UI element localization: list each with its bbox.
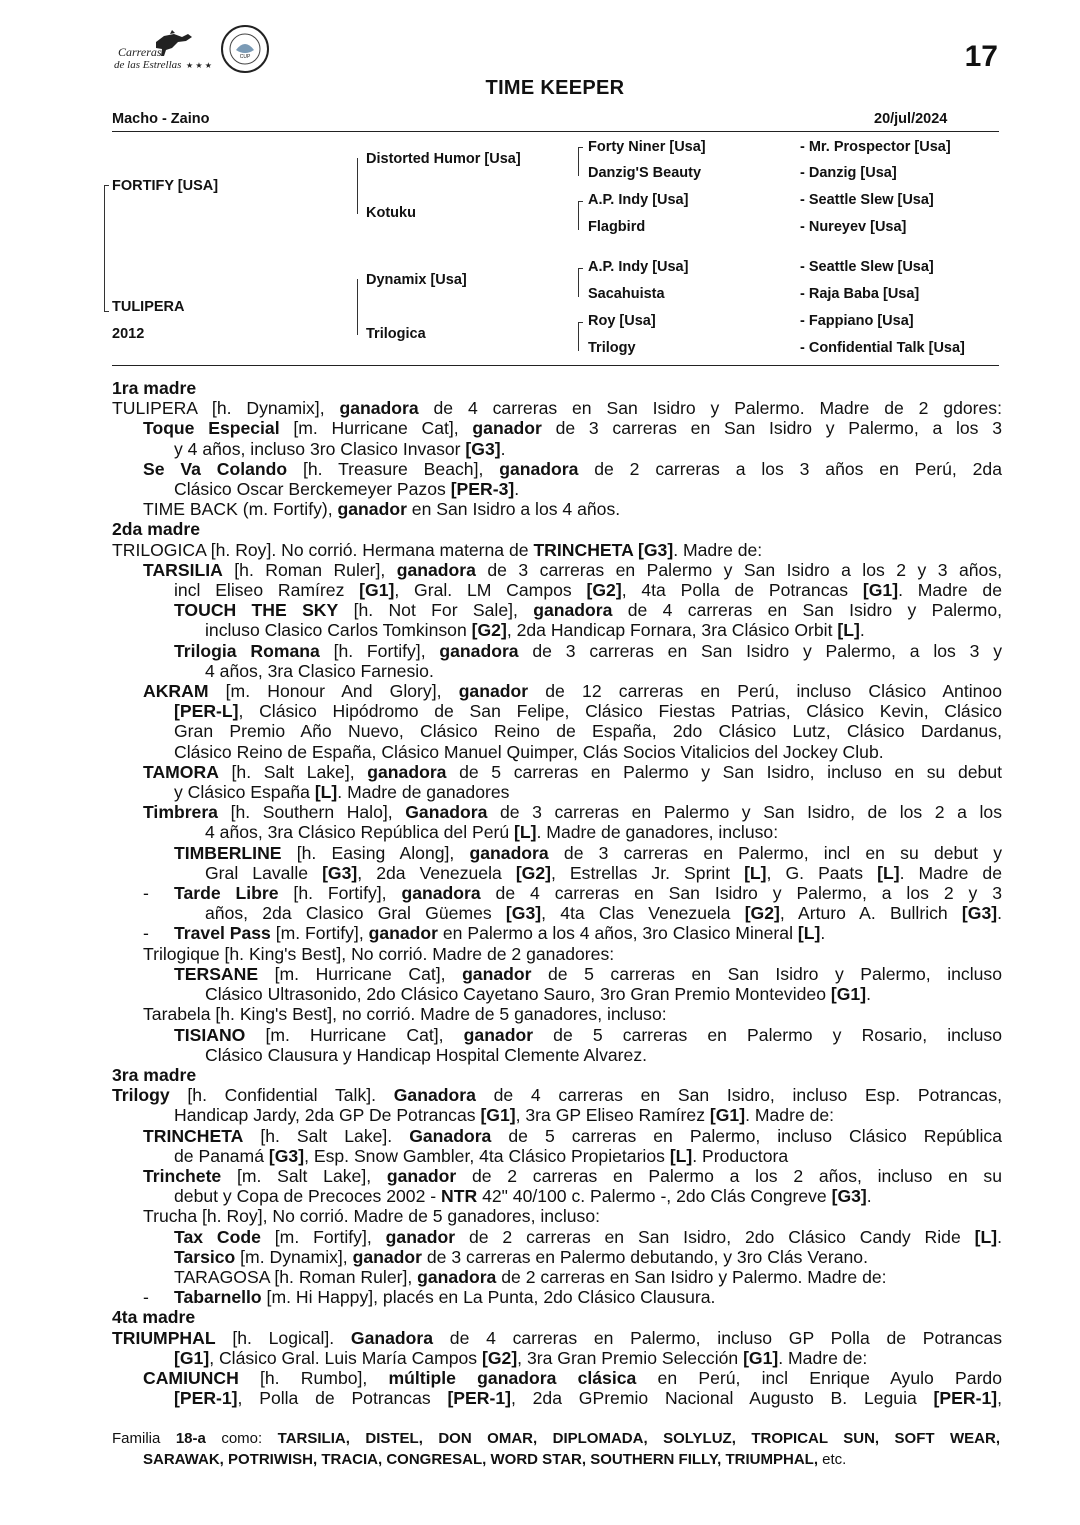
record-line — [112, 1247, 1002, 1267]
text-run: , Arturo A. Bullrich — [779, 903, 962, 924]
text-run: ganadora — [396, 559, 476, 580]
text-run: . Madre de: — [778, 1347, 868, 1368]
top-rule — [112, 131, 999, 132]
text-run: [L] — [744, 862, 767, 883]
text-run: , Estrellas Jr. Sprint — [551, 862, 745, 883]
text-run: . — [859, 620, 865, 641]
text-run: Clásico Reino de España, Clásico Manuel Quimper, Clás Socios Vitalicios del Jockey Club. — [174, 741, 884, 762]
text-run: en San Isidro a los 4 años. — [406, 499, 621, 520]
footer-run: etc. — [818, 1451, 847, 1468]
record-line — [112, 499, 1002, 519]
text-run: TARAGOSA [h. Roman Ruler], — [174, 1266, 418, 1287]
text-run: ganadora — [533, 600, 613, 621]
text-run: [G1] — [830, 984, 867, 1005]
text-run: . — [997, 903, 1002, 924]
text-run: . — [866, 1186, 872, 1207]
text-run: Gran Premio Año Nuevo, Clásico Reino de España, 2do Clásico Lutz, Clásico Dardanus, — [174, 721, 1002, 742]
text-run: ganadora — [417, 1266, 497, 1287]
record-line — [112, 1146, 1002, 1166]
footer-run: TARSILIA, DISTEL, DON OMAR, DIPLOMADA, SOLYLUZ, TROPICAL SUN, SOFT WEAR, — [277, 1430, 1001, 1447]
text-run: ganadora — [499, 458, 579, 479]
text-run: [h. Roman Ruler], — [222, 559, 397, 580]
text-run: . Productora — [692, 1145, 789, 1166]
text-run: 1ra madre — [112, 378, 197, 398]
pedigree-gen3-2: Danzig'S Beauty — [588, 165, 702, 181]
svg-text:★ ★ ★: ★ ★ ★ — [186, 61, 212, 70]
text-run: TERSANE — [174, 963, 259, 984]
text-run: y Clásico España — [174, 782, 315, 803]
text-run: de 3 carreras en Palermo, incl en su debut y — [548, 842, 1002, 863]
text-run: . — [866, 984, 871, 1005]
bracket-gen3-b — [578, 201, 583, 230]
pedigree-gen4-2: - Danzig [Usa] — [800, 165, 897, 181]
pedigree-gen3-1: Forty Niner [Usa] — [588, 139, 706, 155]
pedigree-dam-year: 2012 — [112, 326, 145, 342]
record-line — [112, 620, 1002, 640]
text-run: incl Eliseo Ramírez — [174, 580, 360, 601]
pedigree-dam-sire: Dynamix [Usa] — [366, 272, 467, 288]
record-line — [112, 1166, 1002, 1186]
text-run: Handicap Jardy, 2da GP De Potrancas — [174, 1105, 481, 1126]
text-run: [G3] — [505, 903, 542, 924]
text-run: [G1] — [862, 580, 899, 601]
text-run: de 5 carreras en San Isidro y Palermo, incluso — [531, 963, 1002, 984]
text-run: 4ta madre — [112, 1307, 196, 1328]
text-run: , 4ta Polla de Potrancas — [621, 580, 863, 601]
pedigree-sire: FORTIFY [USA] — [112, 178, 219, 194]
text-run: de 4 carreras en Palermo, incluso GP Polla de Potrancas — [433, 1327, 1002, 1348]
text-run: , 4ta Clas Venezuela — [541, 903, 745, 924]
record-line — [112, 742, 1002, 762]
pedigree-gen3-8: Trilogy — [588, 340, 636, 356]
pedigree-dam-dam: Trilogica — [366, 326, 426, 342]
text-run: [m. Fortify], — [260, 1226, 386, 1247]
footer-run: 18-a — [175, 1430, 206, 1447]
text-run: de 2 carreras en San Isidro, 2do Clásico Candy Ride — [455, 1226, 975, 1247]
record-line — [112, 600, 1002, 620]
pedigree-gen4-5: - Seattle Slew [Usa] — [800, 259, 934, 275]
text-run: 42" 40/100 c. Palermo -, 2do Clás Congreve — [477, 1186, 832, 1207]
text-run: Gral Lavalle — [205, 862, 323, 883]
text-run: Ganadora — [350, 1327, 434, 1348]
text-run: AKRAM — [143, 681, 209, 702]
text-run: [PER-1] — [447, 1388, 511, 1409]
text-run: [h. Fortify], — [319, 640, 440, 661]
record-line — [112, 964, 1002, 984]
pedigree-gen4-8: - Confidential Talk [Usa] — [800, 340, 965, 356]
text-run: [h. Not For Sale], — [338, 600, 534, 621]
text-run: [m. Hurricane Cat], — [279, 418, 473, 439]
record-line — [112, 641, 1002, 661]
section-heading — [112, 519, 1002, 539]
pedigree-gen3-6: Sacahuista — [588, 286, 665, 302]
text-run: [m. Hurricane Cat], — [245, 1024, 464, 1045]
text-run: [L] — [797, 923, 821, 944]
text-run: [PER-3] — [450, 479, 515, 500]
text-run: ganador — [472, 418, 542, 439]
record-line — [112, 1348, 1002, 1368]
text-run: de 12 carreras en Perú, incluso Clásico Antinoo — [528, 681, 1002, 702]
text-run: Tax Code — [174, 1226, 261, 1247]
bracket-gen3-d — [578, 322, 583, 351]
text-run: , 3ra GP Eliseo Ramírez — [515, 1105, 710, 1126]
record-line — [112, 782, 1002, 802]
text-run: [L] — [974, 1226, 998, 1247]
text-run: [h. Southern Halo], — [217, 802, 406, 823]
text-run: . Madre de — [898, 580, 1002, 601]
text-run: , — [997, 1388, 1002, 1409]
record-line — [112, 459, 1002, 479]
text-run: [h. Confidential Talk]. — [169, 1085, 394, 1106]
text-run: ganador — [385, 1226, 456, 1247]
text-run: . Madre de: — [673, 539, 763, 560]
text-run: TISIANO — [174, 1024, 246, 1045]
text-run: [G3] — [961, 903, 998, 924]
text-run: [G2] — [481, 1347, 518, 1368]
text-run: , Clásico Gral. Luis María Campos — [209, 1347, 482, 1368]
text-run: , Polla de Potrancas — [237, 1388, 448, 1409]
text-run: [m. Honour And Glory], — [208, 681, 459, 702]
text-run: de 2 carreras a los 3 años en Perú, 2da — [578, 458, 1002, 479]
text-run: [PER-1] — [933, 1388, 998, 1409]
text-run: de 5 carreras en Palermo, incluso Clásico República — [491, 1125, 1002, 1146]
text-run: [PER-1] — [174, 1388, 238, 1409]
text-run: TARSILIA — [143, 559, 223, 580]
text-run: ganadora — [339, 398, 419, 419]
text-run: [h. Logical]. — [215, 1327, 351, 1348]
carreras-de-las-estrellas-logo — [112, 28, 212, 72]
text-run: [L] — [314, 782, 338, 803]
record-line — [112, 701, 1002, 721]
text-run: de 4 carreras en San Isidro y Palermo. Madre de 2 gdores: — [418, 398, 1002, 419]
record-line — [112, 540, 1002, 560]
record-line — [112, 1368, 1002, 1388]
family-line-1 — [112, 1428, 1000, 1449]
pedigree-gen4-6: - Raja Baba [Usa] — [800, 286, 920, 302]
text-run: de 2 carreras en Palermo a los 2 años, incluso en su — [456, 1165, 1002, 1186]
text-run: Ganadora — [405, 802, 488, 823]
pedigree-rule — [112, 365, 999, 366]
svg-text:de las Estrellas: de las Estrellas — [114, 59, 182, 71]
record-line — [112, 721, 1002, 741]
record-line — [112, 883, 1002, 903]
page-number: 17 — [964, 40, 998, 73]
text-run: ganador — [337, 499, 407, 520]
text-run: Tarsico — [174, 1246, 236, 1267]
text-run: [L] — [514, 822, 537, 843]
text-run: [m. Hurricane Cat], — [258, 963, 463, 984]
text-run: [m. Fortify], — [270, 923, 369, 944]
record-line — [112, 863, 1002, 883]
text-run: debut y Copa de Precoces 2002 - — [174, 1186, 442, 1207]
text-run: [G2] — [586, 580, 622, 601]
text-run: [h. Easing Along], — [281, 842, 470, 863]
text-run: TULIPERA [h. Dynamix], — [112, 398, 340, 419]
text-run: 2da madre — [112, 519, 201, 540]
text-run: Tarde Libre — [174, 883, 279, 904]
record-line — [112, 1388, 1002, 1408]
text-run: [G2] — [744, 903, 780, 924]
record-line — [112, 681, 1002, 701]
text-run: y 4 años, incluso 3ro Clasico Invasor — [174, 438, 466, 459]
text-run: . — [500, 438, 506, 459]
text-run: , 2da Venezuela — [357, 862, 516, 883]
text-run: NTR — [441, 1186, 478, 1207]
text-run: [G1] — [359, 580, 395, 601]
text-run: [m. Dynamix], — [235, 1246, 353, 1267]
record-line — [112, 1328, 1002, 1348]
text-run: Trilogique [h. King's Best], No corrió. Madre de 2 ganadores: — [143, 943, 615, 964]
text-run: múltiple ganadora clásica — [388, 1367, 637, 1388]
record-line — [112, 661, 1002, 681]
text-run: [h. Rumbo], — [238, 1367, 389, 1388]
text-run: , 2da Handicap Fornara, 3ra Clásico Orbit — [506, 620, 838, 641]
bracket-gen2-a — [357, 158, 362, 214]
text-run: [G3] — [268, 1145, 305, 1166]
text-run: de 4 carreras en San Isidro y Palermo, — [612, 600, 1002, 621]
text-run: TRINCHETA — [143, 1125, 244, 1146]
record-line — [112, 822, 1002, 842]
record-line — [112, 1105, 1002, 1125]
text-run: años, 2da Clasico Gral Güemes — [205, 903, 506, 924]
record-line — [112, 923, 1002, 943]
record-line — [112, 1085, 1002, 1105]
text-run: [G1] — [709, 1105, 746, 1126]
text-run: Timbrera — [143, 802, 218, 823]
text-run: TAMORA — [143, 761, 219, 782]
record-line — [112, 1004, 1002, 1024]
text-run: [G3] — [831, 1186, 867, 1207]
text-run: [L] — [837, 620, 860, 641]
pedigree-gen3-4: Flagbird — [588, 219, 646, 235]
pedigree-gen4-4: - Nureyev [Usa] — [800, 219, 907, 235]
text-run: Trinchete — [143, 1165, 222, 1186]
record-line — [112, 1126, 1002, 1146]
pedigree-gen4-7: - Fappiano [Usa] — [800, 313, 914, 329]
text-run: Clásico Oscar Berckemeyer Pazos — [174, 479, 451, 500]
record-line — [112, 1206, 1002, 1226]
text-run: de 5 carreras en Palermo y San Isidro, incluso en su debut — [446, 761, 1003, 782]
text-run: TRIUMPHAL — [112, 1327, 216, 1348]
section-heading — [112, 1307, 1002, 1327]
text-run: Trilogia Romana — [174, 640, 320, 661]
text-run: , G. Paats — [766, 862, 878, 883]
text-run: ganadora — [367, 761, 447, 782]
text-run: 4 años, 3ra Clásico República del Perú — [205, 822, 515, 843]
bracket-gen2-b — [357, 279, 362, 335]
text-run: , Esp. Snow Gambler, 4ta Clásico Propietarios — [304, 1145, 670, 1166]
text-run: CAMIUNCH — [143, 1367, 239, 1388]
pedigree-gen4-3: - Seattle Slew [Usa] — [800, 192, 934, 208]
text-run: de 3 carreras en Palermo y San Isidro, de los 2 a los — [487, 802, 1002, 823]
text-run: ganador — [368, 923, 438, 944]
text-run: Travel Pass — [174, 923, 271, 944]
text-run: . — [820, 923, 826, 944]
text-run: . — [514, 479, 520, 500]
list-dash: - — [143, 883, 149, 904]
text-run: ganador — [352, 1246, 422, 1267]
text-run: [G2] — [471, 620, 507, 641]
record-line — [112, 1025, 1002, 1045]
sex-color: Macho - Zaino — [112, 111, 210, 127]
svg-text:Carreras: Carreras — [118, 45, 162, 59]
text-run: de 3 carreras en San Isidro y Palermo, a los 3 y — [518, 640, 1002, 661]
text-run: de Panamá — [174, 1145, 269, 1166]
footer-run: SARAWAK, POTRIWISH, TRACIA, CONGRESAL, WORD STAR, SOUTHERN FILLY, TRIUMPHAL, — [143, 1451, 818, 1468]
record-line — [112, 1045, 1002, 1065]
text-run: . Madre de: — [745, 1105, 835, 1126]
text-run: de 4 carreras en San Isidro y Palermo, a los 2 y 3 — [480, 883, 1002, 904]
horse-name-title: TIME KEEPER — [485, 77, 625, 99]
text-run: [G1] — [743, 1347, 779, 1368]
text-run: [h. Fortify], — [278, 883, 402, 904]
text-run: TOUCH THE SKY — [174, 600, 339, 621]
record-line — [112, 984, 1002, 1004]
list-dash: - — [143, 1287, 149, 1308]
text-run: [h. Salt Lake], — [218, 761, 368, 782]
text-run: [h. Treasure Beach], — [287, 458, 500, 479]
text-run: [m. Hi Happy], placés en La Punta, 2do Clásico Clausura. — [261, 1287, 716, 1308]
text-run: , 3ra Gran Premio Selección — [517, 1347, 744, 1368]
bracket-gen3-a — [578, 147, 583, 176]
text-run: ganadora — [469, 842, 549, 863]
text-run: TIMBERLINE — [174, 842, 282, 863]
record-line — [112, 1186, 1002, 1206]
text-run: en Palermo a los 4 años, 3ro Clasico Mineral — [438, 923, 798, 944]
text-run: . Madre de ganadores, incluso: — [536, 822, 779, 843]
bracket-gen1-lower — [104, 250, 109, 312]
text-run: . Madre de ganadores — [337, 782, 510, 803]
text-run: Ganadora — [409, 1125, 492, 1146]
produce-record — [112, 378, 1002, 1408]
text-run: . Madre de — [899, 862, 1002, 883]
pedigree-gen3-3: A.P. Indy [Usa] — [588, 192, 689, 208]
text-run: Trilogy — [112, 1085, 170, 1106]
record-line — [112, 1287, 1002, 1307]
record-line — [112, 418, 1002, 438]
section-heading — [112, 1065, 1002, 1085]
text-run: , 2da GPremio Nacional Augusto B. Leguia — [510, 1388, 934, 1409]
pedigree-dam: TULIPERA — [112, 299, 185, 315]
text-run: incluso Clasico Carlos Tomkinson — [205, 620, 472, 641]
text-run: Clásico Clausura y Handicap Hospital Clemente Alvarez. — [205, 1044, 647, 1065]
svg-text:CUP: CUP — [239, 54, 251, 60]
text-run: de 3 carreras en San Isidro y Palermo, a los 3 — [541, 418, 1002, 439]
text-run: [L] — [669, 1145, 693, 1166]
text-run: Se Va Colando — [143, 458, 288, 479]
text-run: Tabarnello — [174, 1287, 262, 1308]
record-line — [112, 580, 1002, 600]
record-line — [112, 560, 1002, 580]
record-line — [112, 1267, 1002, 1287]
text-run: [h. Salt Lake]. — [243, 1125, 410, 1146]
text-run: ganador — [386, 1165, 457, 1186]
text-run: de 4 carreras en San Isidro, incluso Esp. Potrancas, — [475, 1085, 1002, 1106]
footer-run: como: — [205, 1430, 278, 1447]
breeders-cup-badge — [220, 24, 270, 74]
footer-run: Familia — [112, 1430, 176, 1447]
pedigree-sire-sire: Distorted Humor [Usa] — [366, 151, 521, 167]
pedigree-sire-dam: Kotuku — [366, 205, 416, 221]
text-run: ganador — [462, 963, 532, 984]
record-line — [112, 762, 1002, 782]
text-run: . — [997, 1226, 1002, 1247]
text-run: ganadora — [439, 640, 519, 661]
text-run: Toque Especial — [143, 418, 280, 439]
record-line — [112, 398, 1002, 418]
section-heading — [112, 378, 1002, 398]
family-line-2 — [112, 1449, 1000, 1470]
text-run: Ganadora — [393, 1085, 476, 1106]
text-run: de 3 carreras en Palermo debutando, y 3ro Clás Verano. — [422, 1246, 868, 1267]
text-run: TRILOGICA [h. Roy]. No corrió. Hermana materna de — [112, 539, 534, 560]
text-run: TIME BACK (m. Fortify), — [143, 499, 338, 520]
bracket-gen3-c — [578, 268, 583, 297]
text-run: 4 años, 3ra Clasico Farnesio. — [205, 660, 434, 681]
text-run: de 3 carreras en Palermo y San Isidro a los 2 y 3 años, — [475, 559, 1002, 580]
text-run: TRINCHETA [G3] — [533, 539, 674, 560]
text-run: [G1] — [480, 1105, 516, 1126]
text-run: [m. Salt Lake], — [221, 1165, 387, 1186]
pedigree-gen3-7: Roy [Usa] — [588, 313, 656, 329]
text-run: [G3] — [322, 862, 358, 883]
text-run: de 2 carreras en San Isidro y Palermo. Madre de: — [496, 1266, 887, 1287]
text-run: Clásico Ultrasonido, 2do Clásico Cayetano Sauro, 3ro Gran Premio Montevideo — [205, 984, 831, 1005]
text-run: de 5 carreras en Palermo y Rosario, incluso — [533, 1024, 1002, 1045]
text-run: [G3] — [465, 438, 501, 459]
date: 20/jul/2024 — [874, 111, 948, 127]
record-line — [112, 944, 1002, 964]
list-dash: - — [143, 923, 149, 944]
text-run: [G2] — [515, 862, 551, 883]
record-line — [112, 1227, 1002, 1247]
record-line — [112, 802, 1002, 822]
text-run: [PER-L] — [174, 701, 239, 722]
record-line — [112, 843, 1002, 863]
text-run: Trucha [h. Roy], No corrió. Madre de 5 ganadores, incluso: — [143, 1206, 601, 1227]
text-run: [L] — [877, 862, 900, 883]
record-line — [112, 903, 1002, 923]
family-footer — [112, 1428, 1000, 1470]
text-run: ganadora — [401, 883, 481, 904]
text-run: Tarabela [h. King's Best], no corrió. Madre de 5 ganadores, incluso: — [143, 1004, 667, 1025]
pedigree-gen4-1: - Mr. Prospector [Usa] — [800, 139, 951, 155]
text-run: , Gral. LM Campos — [394, 580, 587, 601]
text-run: en Perú, incl Enrique Ayulo Pardo — [636, 1367, 1002, 1388]
text-run: 3ra madre — [112, 1064, 197, 1085]
record-line — [112, 479, 1002, 499]
text-run: , Clásico Hipódromo de San Felipe, Clásico Fiestas Patrias, Clásico Kevin, Clásico — [238, 701, 1002, 722]
text-run: [G1] — [174, 1347, 210, 1368]
text-run: ganador — [458, 681, 529, 702]
pedigree-gen3-5: A.P. Indy [Usa] — [588, 259, 689, 275]
text-run: ganador — [463, 1024, 534, 1045]
record-line — [112, 439, 1002, 459]
